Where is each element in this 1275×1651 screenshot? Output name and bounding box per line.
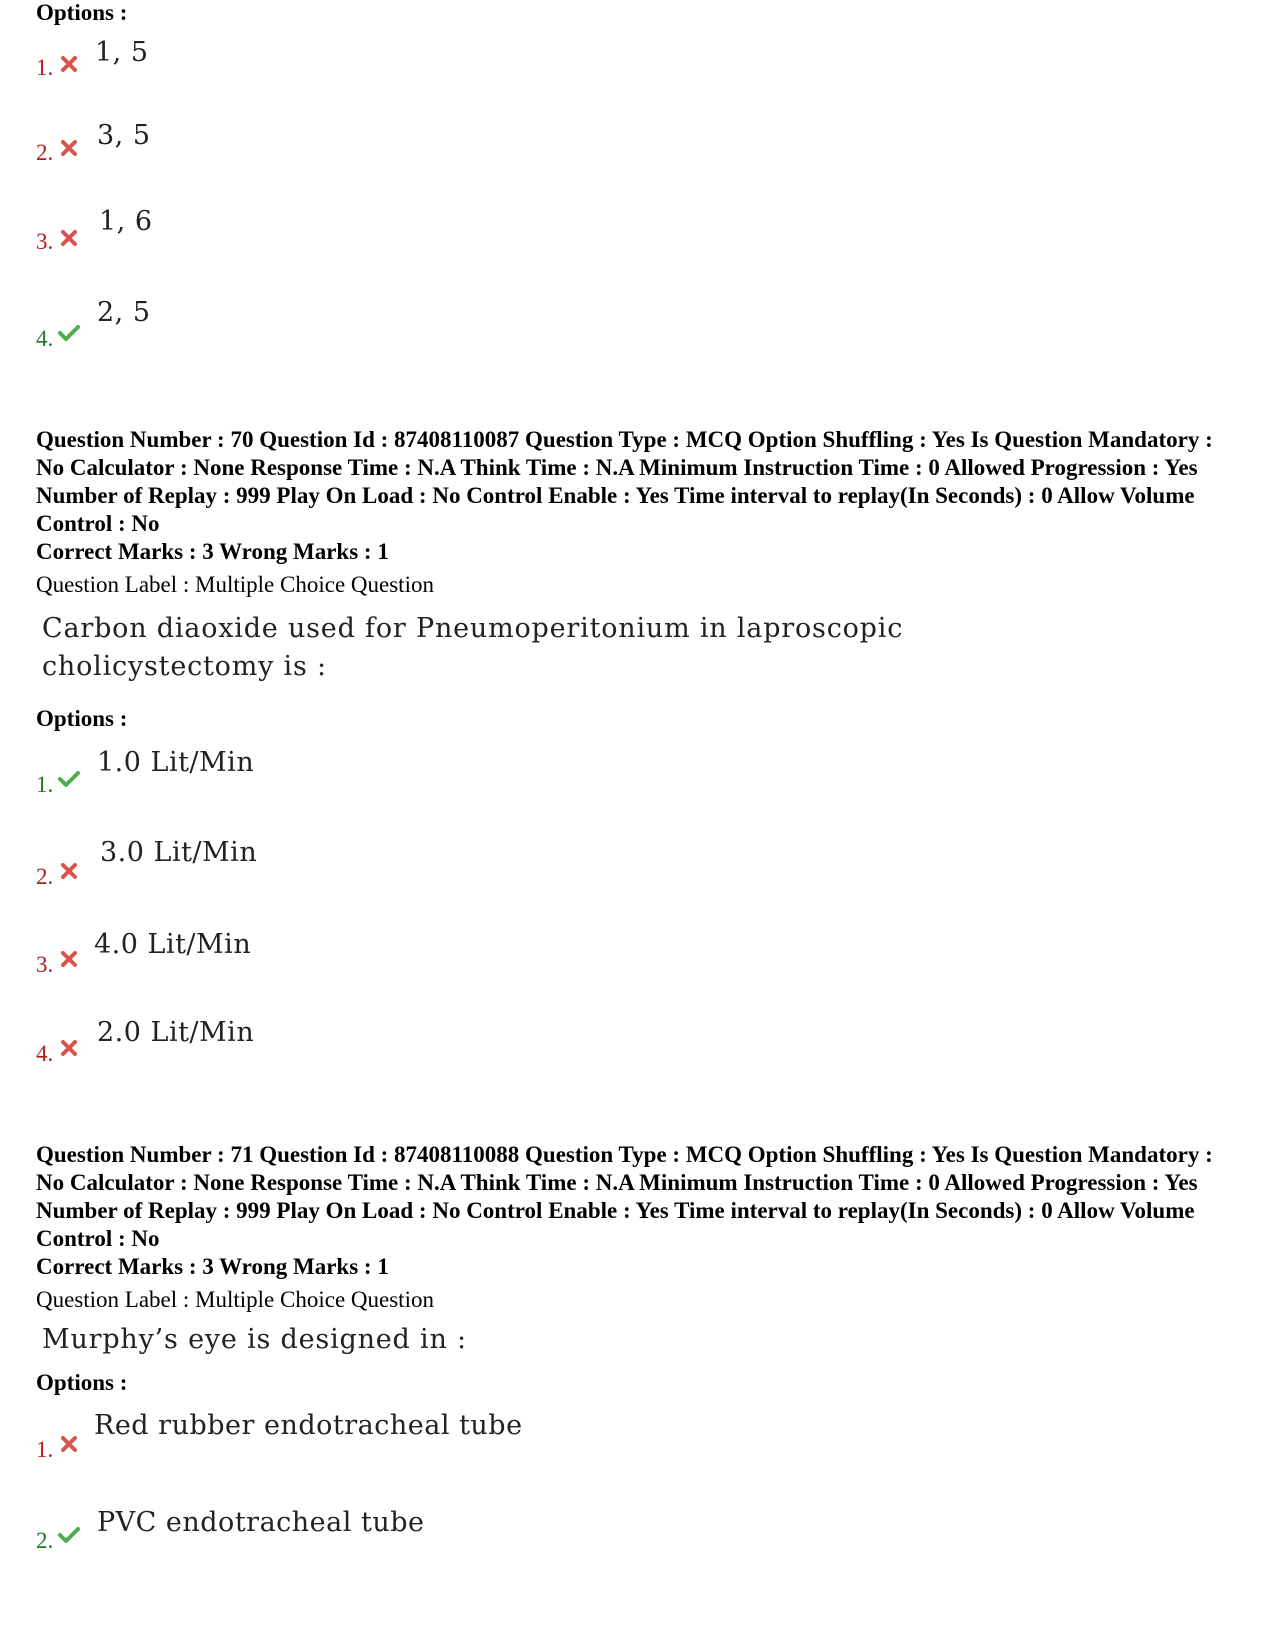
wrong-mark-icon (60, 229, 78, 247)
option-text: 2, 5 (97, 297, 151, 328)
question-meta: Question Number : 70 Question Id : 87408110087 Question Type : MCQ Option Shuffling : Yes Is Question Mandatory : No Calculator : None Response Time : N.A Think Time : N.A Minimum Instruction Time : 0 Allowed Progression : Yes Number of Replay : 999 Play On Load : No Control Enable : Yes Time interval to replay(In Seconds) : 0 Allow Volume Control : No (36, 427, 1213, 536)
question-meta: Question Number : 71 Question Id : 87408110088 Question Type : MCQ Option Shuffling : Yes Is Question Mandatory : No Calculator : None Response Time : N.A Think Time : N.A Minimum Instruction Time : 0 Allowed Progression : Yes Number of Replay : 999 Play On Load : No Control Enable : Yes Time interval to replay(In Seconds) : 0 Allow Volume Control : No (36, 1142, 1213, 1251)
option-number: 1. (36, 1437, 54, 1462)
option-number: 2. (36, 140, 54, 165)
option-number: 2. (36, 864, 54, 889)
options-heading: Options : (36, 0, 128, 25)
wrong-mark-icon (60, 1435, 78, 1453)
wrong-mark-icon (60, 1039, 78, 1057)
wrong-mark-icon (60, 139, 78, 157)
correct-mark-icon (58, 1526, 80, 1544)
option-text: PVC endotracheal tube (97, 1507, 425, 1538)
correct-mark-icon (58, 770, 80, 788)
option-number: 4. (36, 1041, 54, 1066)
option-number: 1. (36, 772, 54, 797)
wrong-mark-icon (60, 950, 78, 968)
correct-mark-icon (58, 324, 80, 342)
options-heading: Options : (36, 1370, 128, 1395)
option-text: 1.0 Lit/Min (97, 747, 255, 778)
option-text: 2.0 Lit/Min (97, 1017, 255, 1048)
option-number: 3. (36, 952, 54, 977)
option-text: 4.0 Lit/Min (94, 929, 252, 960)
option-number: 2. (36, 1528, 54, 1553)
question-stem: Murphy’s eye is designed in : (42, 1324, 467, 1355)
wrong-mark-icon (60, 862, 78, 880)
option-number: 3. (36, 229, 54, 254)
option-text: 1, 5 (95, 37, 149, 68)
wrong-mark-icon (60, 55, 78, 73)
option-number: 4. (36, 326, 54, 351)
option-number: 1. (36, 55, 54, 80)
option-text: 1, 6 (99, 206, 153, 237)
options-heading: Options : (36, 706, 128, 731)
question-label: Question Label : Multiple Choice Question (36, 572, 434, 597)
question-label: Question Label : Multiple Choice Question (36, 1287, 434, 1312)
option-text: 3, 5 (97, 120, 151, 151)
question-marks: Correct Marks : 3 Wrong Marks : 1 (36, 539, 389, 564)
question-marks: Correct Marks : 3 Wrong Marks : 1 (36, 1254, 389, 1279)
option-text: Red rubber endotracheal tube (94, 1410, 523, 1441)
question-stem: Carbon diaoxide used for Pneumoperitonium in laproscopic cholicystectomy is : (42, 613, 904, 682)
option-text: 3.0 Lit/Min (100, 837, 258, 868)
